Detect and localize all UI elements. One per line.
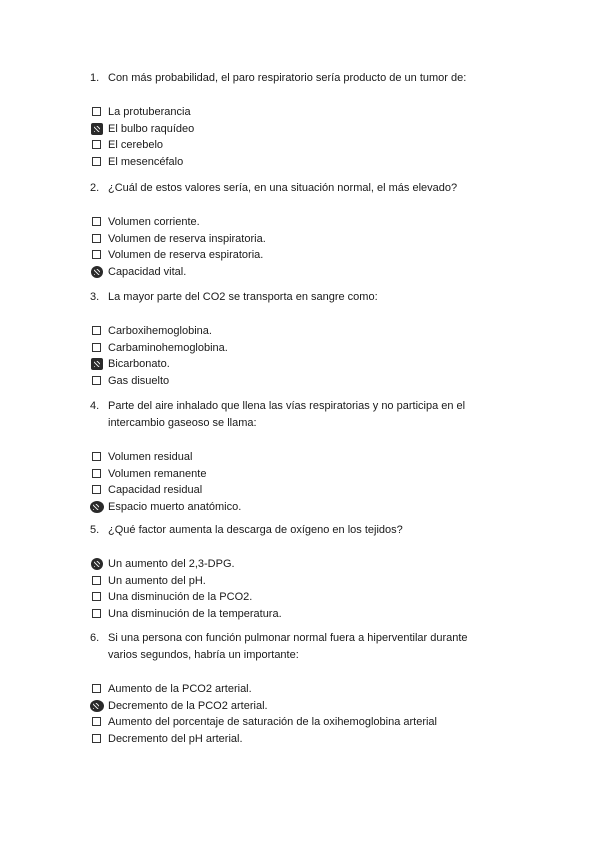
question-2 <box>90 180 490 280</box>
question-text: ¿Cuál de estos valores sería, en una situación normal, el más elevado? <box>108 182 458 194</box>
checkbox-icon[interactable] <box>92 684 101 693</box>
question-3 <box>90 289 490 389</box>
answer-option[interactable] <box>90 154 490 171</box>
option-label: Aumento de la PCO2 arterial. <box>108 683 252 695</box>
checkbox-icon[interactable] <box>92 734 101 743</box>
answer-option[interactable] <box>90 482 490 499</box>
checkbox-icon[interactable] <box>92 717 101 726</box>
option-label: Volumen de reserva espiratoria. <box>108 249 264 261</box>
option-label: Una disminución de la temperatura. <box>108 607 282 620</box>
option-label: El cerebelo <box>108 139 164 151</box>
option-label: Aumento del porcentaje de saturación de la oxihemoglobina arterial <box>108 716 437 728</box>
option-label: Bicarbonato. <box>108 358 170 370</box>
answer-option[interactable] <box>90 573 490 590</box>
question-4 <box>90 398 490 515</box>
question-text: Con más probabilidad, el paro respiratorio sería producto de un tumor de: <box>108 72 467 84</box>
option-label: Volumen corriente. <box>108 216 200 228</box>
checkbox-icon[interactable] <box>92 469 101 478</box>
option-label: El bulbo raquídeo <box>108 122 195 135</box>
answer-option[interactable] <box>90 214 490 231</box>
answer-option[interactable] <box>90 231 490 248</box>
checkbox-icon[interactable] <box>92 326 101 335</box>
option-label: Un aumento del pH. <box>108 574 206 587</box>
option-label: Gas disuelto <box>108 374 170 387</box>
checked-checkbox-icon[interactable] <box>90 501 104 513</box>
checkbox-icon[interactable] <box>92 343 101 352</box>
option-label: Espacio muerto anatómico. <box>108 500 242 513</box>
checkbox-icon[interactable] <box>92 107 101 116</box>
answer-option-selected[interactable] <box>90 356 490 373</box>
answer-option[interactable] <box>90 247 490 264</box>
checkbox-icon[interactable] <box>92 140 101 149</box>
option-label: Capacidad residual <box>108 484 203 496</box>
checkbox-icon[interactable] <box>92 592 101 601</box>
question-number: 5. <box>90 524 100 536</box>
checked-checkbox-icon[interactable] <box>91 358 103 370</box>
answer-option-selected[interactable] <box>90 499 490 516</box>
answer-option[interactable] <box>90 373 490 390</box>
option-label: Carboxihemoglobina. <box>108 325 212 337</box>
answer-option-selected[interactable] <box>90 698 490 715</box>
question-text: Si una persona con función pulmonar normal fuera a hiperventilar durante varios segundos, habría un importante: <box>108 632 468 661</box>
answer-option[interactable] <box>90 104 490 121</box>
checked-checkbox-icon[interactable] <box>91 558 103 570</box>
checkbox-icon[interactable] <box>92 576 101 585</box>
checkbox-icon[interactable] <box>92 609 101 618</box>
question-number: 6. <box>90 632 100 644</box>
option-label: Decremento del pH arterial. <box>108 732 243 745</box>
answer-option[interactable] <box>90 323 490 340</box>
option-label: Carbaminohemoglobina. <box>108 341 228 354</box>
option-label: Un aumento del 2,3-DPG. <box>108 558 235 570</box>
answer-option[interactable] <box>90 137 490 154</box>
answer-option[interactable] <box>90 449 490 466</box>
checkbox-icon[interactable] <box>92 157 101 166</box>
option-label: Volumen de reserva inspiratoria. <box>108 232 266 245</box>
option-label: Capacidad vital. <box>108 265 187 278</box>
question-1 <box>90 70 490 170</box>
answer-option-selected[interactable] <box>90 121 490 138</box>
question-number: 2. <box>90 182 100 194</box>
answer-option-selected[interactable] <box>90 556 490 573</box>
checked-checkbox-icon[interactable] <box>90 700 104 712</box>
option-label: El mesencéfalo <box>108 155 184 168</box>
checkbox-icon[interactable] <box>92 485 101 494</box>
answer-option[interactable] <box>90 731 490 748</box>
option-label: Una disminución de la PCO2. <box>108 591 253 603</box>
question-6 <box>90 630 490 747</box>
answer-option-selected[interactable] <box>90 264 490 281</box>
question-number: 4. <box>90 400 100 412</box>
answer-option[interactable] <box>90 606 490 623</box>
question-text: ¿Qué factor aumenta la descarga de oxígeno en los tejidos? <box>108 524 403 536</box>
checked-checkbox-icon[interactable] <box>91 123 103 135</box>
option-label: Decremento de la PCO2 arterial. <box>108 699 268 712</box>
question-number: 1. <box>90 72 100 84</box>
answer-option[interactable] <box>90 681 490 698</box>
checked-checkbox-icon[interactable] <box>91 266 103 278</box>
answer-option[interactable] <box>90 466 490 483</box>
checkbox-icon[interactable] <box>92 376 101 385</box>
answer-option[interactable] <box>90 340 490 357</box>
question-5 <box>90 522 490 622</box>
answer-option[interactable] <box>90 714 490 731</box>
option-label: La protuberancia <box>108 106 191 118</box>
checkbox-icon[interactable] <box>92 217 101 226</box>
checkbox-icon[interactable] <box>92 250 101 259</box>
question-number: 3. <box>90 291 100 303</box>
question-text: Parte del aire inhalado que llena las vías respiratorias y no participa en el intercambio gaseoso se llama: <box>108 400 466 429</box>
checkbox-icon[interactable] <box>92 234 101 243</box>
answer-option[interactable] <box>90 589 490 606</box>
option-label: Volumen residual <box>108 451 193 463</box>
option-label: Volumen remanente <box>108 467 207 480</box>
question-text: La mayor parte del CO2 se transporta en sangre como: <box>108 291 378 303</box>
checkbox-icon[interactable] <box>92 452 101 461</box>
